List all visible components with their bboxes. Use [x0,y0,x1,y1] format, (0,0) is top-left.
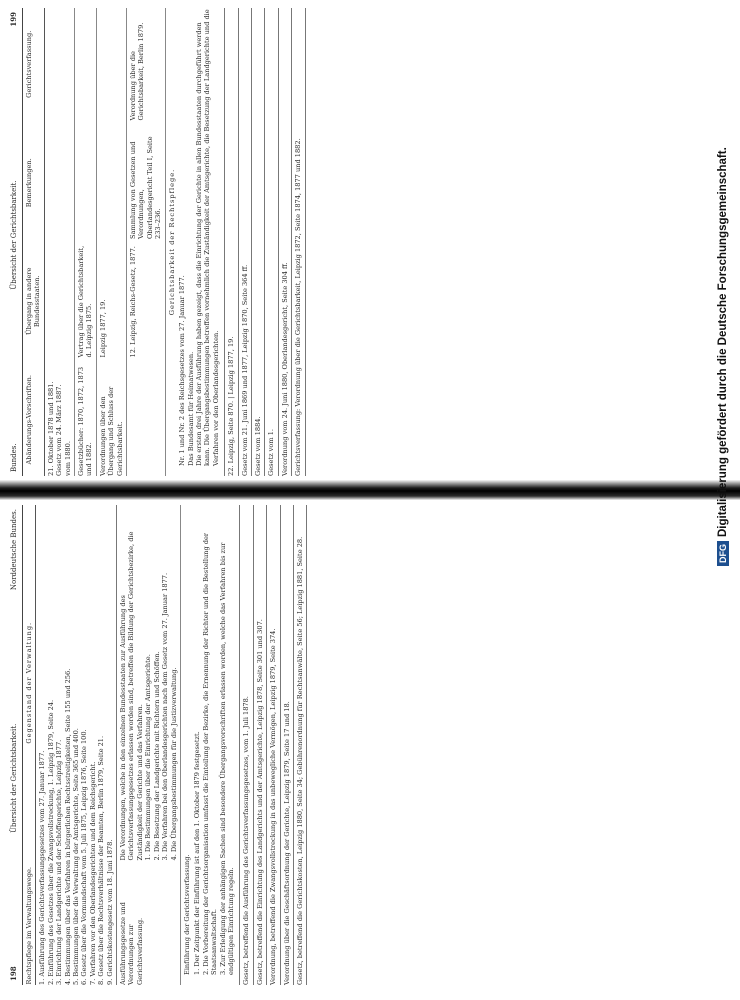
table-cell: Sammlung von Gesetzen und Verordnungen, Oberlandesgericht Teil I, Seite 233–236. [129,134,163,239]
column-heading: Rechtspflege im Verwaltungswege. [25,867,33,985]
section-text: 1. Der Zeitpunkt der Einführung ist auf den 1. Oktober 1879 festgesetzt. 2. Die Vorbereitung der Gerichtsorganisation umfasst die Einteilung der Bezirke, die Ernennung der Richter und die Bestellung der Staatsanwaltschaft. 3. Zur Erledigung der anhängigen Sachen sind besondere Übergangsvorschriften erlassen worden, welche das Verfahren bis zur endgültigen Einrichtung regeln. [193,532,235,975]
footer-row: Gesetz, betreffend die Einrichtung des Landgerichts und der Amtsgerichte, Leipzig 1878, Seite 301 und 307. [254,505,267,985]
table-cell: Gesetzbücher: 1870, 1872, 1873 und 1882. [77,364,94,476]
table-row [117,505,181,985]
footer-row: 22. Leipzig, Seite 870. | Leipzig 1877, 19. [225,8,238,476]
table-cell [99,127,124,240]
column-heading: Abänderungs-Vorschriften. [25,375,33,465]
table-cell [47,127,72,240]
table-cell: 21. Oktober 1878 und 1881. Gesetz vom 24. März 1887. vom 1880. [46,381,72,476]
table-row [45,8,75,476]
column-headings [23,8,45,476]
table-cell [77,127,94,240]
header-title: Übersicht der Gerichtsbarkeit. [10,180,18,290]
dfg-funding-text: Digitalisierung gefördert durch die Deutsche Forschungsgemeinschaft. [717,147,729,537]
column-heading: Übergang in andere Bundesstaaten. [25,267,42,335]
footer-row: Gesetz vom 1. [265,8,278,476]
column-headings [23,505,36,985]
section-block [166,8,225,476]
table-cell [47,245,72,358]
table-row [97,8,127,476]
header-right: Norddeutsche Bundes. [10,509,18,591]
section-text: Nr. 1 und Nr. 2 des Reichsgesetzes vom 27. Januar 1877. Das Bundesamt für Heimatwesen. Die ersten drei Jahre der Ausführung haben gezeigt, dass die Einrichtung der Gerichte in allen Bundesstaaten durchgeführt werden kann. Die Übergangsbestimmungen betreffen vornehmlich die Zuständigkeit der Amtsgerichte, die Besetzung der Landgerichte und die Verfahren vor den Oberlandesgerichten. [178,9,220,466]
table-cell [77,8,94,121]
right-page [10,8,722,476]
column-heading: Bemerkungen. [25,158,33,208]
footer-row: Gerichtsverfassung: Verordnung über die Gerichtsbarkeit, Leipzig 1872, Seite 1874, 1877 und 1882. [292,8,305,476]
table-cell: Verordnung über die Gerichtsbarkeit, Berlin 1879. [129,22,146,121]
footer-row: Gesetz, betreffend die Gerichtskosten, Leipzig 1880, Seite 34; Gebührenordnung für Rechtsanwälte, Seite 56; Leipzig 1881, Seite 28. [294,505,307,985]
page-number: 199 [9,12,18,27]
section-block [181,505,240,985]
table-row [75,8,97,476]
table-cell: Vertrag über die Gerichtsbarkeit, d. Leipzig 1875. [77,243,94,358]
footer-row: Verordnung über die Geschäftsordnung der Gerichte, Leipzig 1879, Seite 17 und 18. [281,505,294,985]
header-left: Bundes. [10,443,18,472]
left-page [10,505,722,985]
dfg-watermark [708,6,738,566]
section-heading: Gerichtsbarkeit der Rechtspflege. [167,168,176,316]
book-gutter [0,480,740,500]
column-heading: Gerichtsverfassung. [25,30,33,98]
page-header [10,8,23,476]
column-heading: Gegenstand der Verwaltung. [25,621,33,744]
header-title: Übersicht der Gerichtsbarkeit. [10,723,18,833]
table-cell: Verordnungen über den Übergang und Schluss der Gerichtsbarkeit. [98,384,124,476]
dfg-logo: DFG [717,541,729,566]
table-cell [99,8,124,121]
table-cell: 12. Leipzig, Reichs-Gesetz, 1877. [129,246,138,358]
footer-row: Gesetz, betreffend die Ausführung des Gerichtsverfassungsgesetzes, vom 1. Juli 1878. [240,505,253,985]
block-label: Ausführungsgesetze und Verordnungen zur Gerichtsverfassung. [119,900,144,985]
page-header [10,505,23,985]
footer-row: Verordnung, betreffend die Zwangsvollstreckung in das unbewegliche Vermögen, Leipzig 1879, Seite 374. [267,505,280,985]
footer-row: Verordnung vom 24. Juni 1880, Oberlandesgericht, Seite 304 ff. [279,8,292,476]
section-heading: Einführung der Gerichtsverfassung. [182,854,191,975]
page-number: 198 [9,966,18,981]
footer-row: Gesetz vom 1884. [252,8,265,476]
table-cell [129,364,163,477]
intro-list: 1. Ausführung des Gerichtsverfassungsgesetzes vom 27. Januar 1877. 2. Einführung des Gesetzes über die Zwangsvollstreckung, 1. Leipzig 1879, Seite 24. 3. Einrichtung der Landgerichte und der Schöffengerichte, Leipzig 1877. 4. Bestimmungen über das Verfahren in bürgerlichen Rechtsstreitigkeiten, Seite 155 und 256. 5. Bestimmungen über die Verwaltung der Amtsgerichte, Seite 365 und 400. 6. Gesetz über die Vormundschaft vom 5. Juli 1875, Leipzig 1876, Seite 100. 7. Verfahren vor den Oberlandesgerichten und dem Reichsgericht. 8. Gesetz über die Rechtsverhältnisse der Beamten, Berlin 1879, Seite 21. 9. Gerichtskostengesetz vom 18. Juni 1878. [36,505,117,985]
table-row [127,8,166,476]
block-text: Die Verordnungen, welche in den einzelnen Bundesstaaten zur Ausführung des Gerichtsverfassungsgesetzes erlassen worden sind, betreffen die Bildung der Gerichtsbezirke, die Zuständigkeit der Gerichte und das Verfahren. 1. Die Bestimmungen über die Einrichtung der Amtsgerichte. 2. Die Besetzung der Landgerichte mit Richtern und Schöffen. 3. Die Verfahren bei den Oberlandesgerichten nach dem Gesetz vom 27. Januar 1877. 4. Die Übergangsbestimmungen für die Justizverwaltung. [119,531,178,861]
footer-row: Gesetz vom 21. Juni 1869 und 1877, Leipzig 1870, Seite 364 ff. [239,8,252,476]
table-cell [47,8,72,121]
table-cell: Leipzig 1877, 19. [98,299,107,358]
